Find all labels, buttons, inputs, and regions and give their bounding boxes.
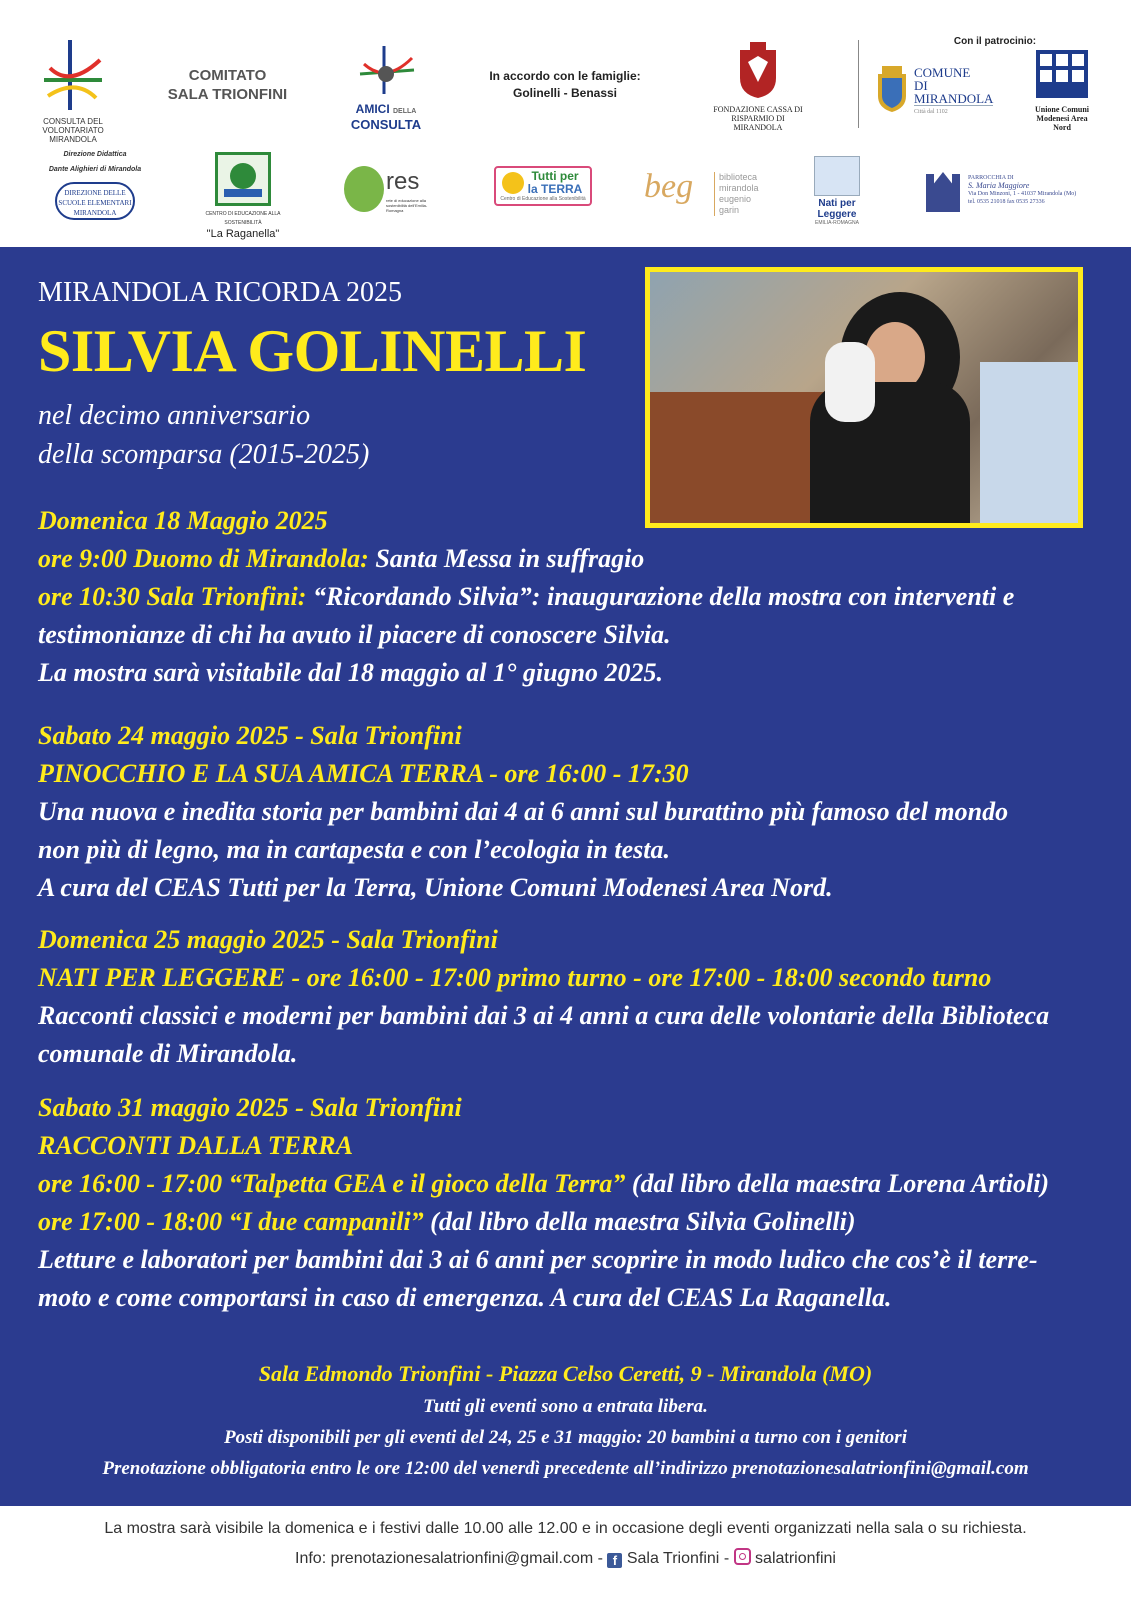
- logo-la-raganella: [196, 152, 290, 240]
- logo-biblioteca-beg: [644, 168, 764, 216]
- event1-line2-text: “Ricordando Silvia”: inaugurazione della mostra con interventi e: [306, 582, 1015, 611]
- photo-silvia: [645, 267, 1083, 528]
- event3-line2: comunale di Mirandola.: [38, 1039, 298, 1068]
- tutti-line1: Tutti per: [531, 169, 579, 183]
- church-icon: [922, 170, 964, 214]
- event1-line1: [38, 543, 644, 575]
- unione-crest-icon: [1034, 48, 1090, 100]
- venue-free: Tutti gli eventi sono a entrata libera.: [423, 1396, 708, 1417]
- logo-eres: [342, 164, 442, 220]
- event3-date: Domenica 25 maggio 2025 - Sala Trionfini: [38, 925, 498, 954]
- beg-text: beg: [644, 168, 694, 205]
- accordo-line2: Golinelli - Benassi: [512, 86, 618, 100]
- tutti-line2: la TERRA: [527, 182, 583, 196]
- fondazione-crest-icon: [736, 42, 780, 100]
- logo-tutti-per-la-terra: [494, 166, 592, 206]
- direzione-line2: Dante Alighieri di Mirandola: [48, 166, 142, 173]
- logo-fondazione: [712, 42, 804, 132]
- nati-line2: Leggere: [817, 209, 857, 220]
- comune-line2: DI: [914, 78, 928, 93]
- logo-unione-comuni: [1030, 48, 1094, 132]
- venue-address: Sala Edmondo Trionfini - Piazza Celso Ceretti, 9 - Mirandola (MO): [258, 1361, 873, 1386]
- event4-line1: [38, 1168, 1049, 1200]
- parrocchia-line1: PARROCCHIA DI: [968, 175, 1014, 181]
- logo-consulta-volontariato: [38, 38, 108, 144]
- direzione-stamp: DIREZIONE DELLE SCUOLE ELEMENTARI MIRANDOLA: [55, 182, 135, 220]
- subtitle-line2: della scomparsa (2015-2025): [38, 439, 370, 470]
- footer-line2: [0, 1548, 1131, 1568]
- direzione-line1: Direzione Didattica: [63, 151, 127, 158]
- raganella-line2: "La Raganella": [206, 228, 280, 240]
- tutti-bird-icon: [502, 172, 524, 194]
- event1-line3: testimonianze di chi ha avuto il piacere di conoscere Silvia.: [38, 620, 671, 649]
- instagram-link[interactable]: salatrionfini: [755, 1550, 836, 1567]
- event1-line1-text: Santa Messa in suffragio: [368, 544, 645, 573]
- accordo-line1: In accordo con le famiglie:: [489, 69, 641, 83]
- facebook-icon: f: [607, 1553, 622, 1568]
- venue-booking: Prenotazione obbligatoria entro le ore 12:00 del venerdì precedente all’indirizzo prenotazionesalatrionfini@gmail.com: [102, 1458, 1029, 1479]
- venue-places: Posti disponibili per gli eventi del 24, 25 e 31 maggio: 20 bambini a turno con i genitori: [224, 1427, 907, 1448]
- sponsor-logos-strip: [0, 0, 1131, 247]
- logo-accordo-famiglie: [475, 68, 655, 102]
- divider: [858, 40, 859, 128]
- raganella-line1: CENTRO DI EDUCAZIONE ALLA SOSTENIBILITÀ: [205, 211, 281, 226]
- patrocinio-label: Con il patrocinio:: [953, 36, 1037, 47]
- unione-text: Unione Comuni Modenesi Area Nord: [1034, 105, 1089, 132]
- event1-line1-label: ore 9:00 Duomo di Mirandola:: [38, 544, 369, 573]
- event4-line1-label: ore 16:00 - 17:00 “Talpetta GEA e il gioco della Terra”: [38, 1169, 626, 1198]
- event1-line2: [38, 581, 1014, 613]
- event4-line3: Letture e laboratori per bambini dai 3 ai 6 anni per scoprire in modo ludico che cos’è il terre-: [38, 1245, 1038, 1274]
- event3-title: NATI PER LEGGERE - ore 16:00 - 17:00 primo turno - ore 17:00 - 18:00 secondo turno: [38, 963, 992, 992]
- tutti-small: Centro di Educazione alla Sostenibilità: [500, 196, 586, 202]
- page-title: SILVIA GOLINELLI: [38, 318, 587, 384]
- event4-line2-text: (dal libro della maestra Silvia Golinelli): [423, 1207, 856, 1236]
- event1-line4: La mostra sarà visitabile dal 18 maggio al 1° giugno 2025.: [38, 658, 664, 687]
- event4-line1-text: (dal libro della maestra Lorena Artioli): [625, 1169, 1050, 1198]
- comune-line1: COMUNE: [914, 65, 971, 80]
- amici-line1: AMICI: [355, 102, 390, 116]
- logo-comune-mirandola: [874, 62, 1002, 122]
- event2-title: PINOCCHIO E LA SUA AMICA TERRA - ore 16:00 - 17:30: [38, 759, 689, 788]
- event1-date: Domenica 18 Maggio 2025: [38, 506, 328, 535]
- facebook-link[interactable]: Sala Trionfini: [626, 1550, 720, 1567]
- logo-comitato: [160, 66, 295, 104]
- consulta-logo-icon: [40, 38, 106, 112]
- instagram-icon: [734, 1548, 751, 1565]
- biblioteca-text: biblioteca mirandola eugenio garin: [714, 172, 769, 216]
- comitato-line2: SALA TRIONFINI: [167, 86, 288, 103]
- event1-line2-label: ore 10:30 Sala Trionfini:: [38, 582, 307, 611]
- amici-line2: CONSULTA: [350, 117, 422, 132]
- footer-info: Info: prenotazionesalatrionfini@gmail.com -: [295, 1550, 603, 1567]
- fondazione-text: FONDAZIONE CASSA DI RISPARMIO DI MIRANDOLA: [713, 105, 803, 132]
- logo-direzione-didattica: [40, 150, 150, 220]
- event4-line2-label: ore 17:00 - 18:00 “I due campanili”: [38, 1207, 424, 1236]
- amici-logo-icon: [356, 44, 416, 98]
- eres-text: res: [386, 168, 420, 195]
- logo-amici-consulta: [346, 44, 426, 131]
- comitato-line1: COMITATO: [188, 67, 267, 84]
- event4-title: RACCONTI DALLA TERRA: [38, 1131, 353, 1160]
- event2-line2: non più di legno, ma in cartapesta e con l’ecologia in testa.: [38, 835, 670, 864]
- comune-small: Città dal 1102: [914, 105, 993, 119]
- nati-line3: EMILIA-ROMAGNA: [815, 220, 859, 226]
- nati-book-icon: [814, 156, 860, 196]
- eres-leaf-icon: [344, 166, 384, 212]
- event2-date: Sabato 24 maggio 2025 - Sala Trionfini: [38, 721, 462, 750]
- footer-separator: -: [723, 1550, 730, 1567]
- subtitle-line1: nel decimo anniversario: [38, 400, 311, 431]
- raganella-frog-icon: [215, 152, 271, 206]
- event4-line2: [38, 1206, 856, 1238]
- logo-parrocchia: [922, 170, 1092, 218]
- footer-line1: La mostra sarà visibile la domenica e i festivi dalle 10.00 alle 12.00 e in occasione degli eventi organizzati nella sala o su richiesta.: [104, 1520, 1027, 1537]
- event4-line4: moto e come comportarsi in caso di emergenza. A cura del CEAS La Raganella.: [38, 1283, 892, 1312]
- comune-crest-icon: [874, 64, 910, 114]
- comune-line3: MIRANDOLA: [914, 91, 994, 106]
- consulta-logo-text: CONSULTA DEL VOLONTARIATO MIRANDOLA: [42, 117, 104, 144]
- event2-line1: Una nuova e inedita storia per bambini dai 4 ai 6 anni sul burattino più famoso del mondo: [38, 797, 1009, 826]
- eres-small: rete di educazione alla sostenibilità dell'Emilia-Romagna: [386, 198, 428, 213]
- nati-line1: Nati per: [818, 198, 856, 209]
- parrocchia-line2: S. Maria Maggiore: [968, 181, 1030, 190]
- event3-line1: Racconti classici e moderni per bambini dai 3 ai 4 anni a cura delle volontarie della Biblioteca: [38, 1001, 1050, 1030]
- parrocchia-line3: Via Don Minzoni, 1 - 41037 Mirandola (Mo): [968, 191, 1077, 197]
- parrocchia-line4: tel. 0535 21018 fax 0535 27336: [968, 199, 1045, 205]
- event2-line3: A cura del CEAS Tutti per la Terra, Unione Comuni Modenesi Area Nord.: [38, 873, 833, 902]
- amici-della: DELLA: [393, 108, 417, 115]
- kicker: MIRANDOLA RICORDA 2025: [38, 277, 403, 308]
- event4-date: Sabato 31 maggio 2025 - Sala Trionfini: [38, 1093, 462, 1122]
- logo-nati-per-leggere: [812, 156, 862, 226]
